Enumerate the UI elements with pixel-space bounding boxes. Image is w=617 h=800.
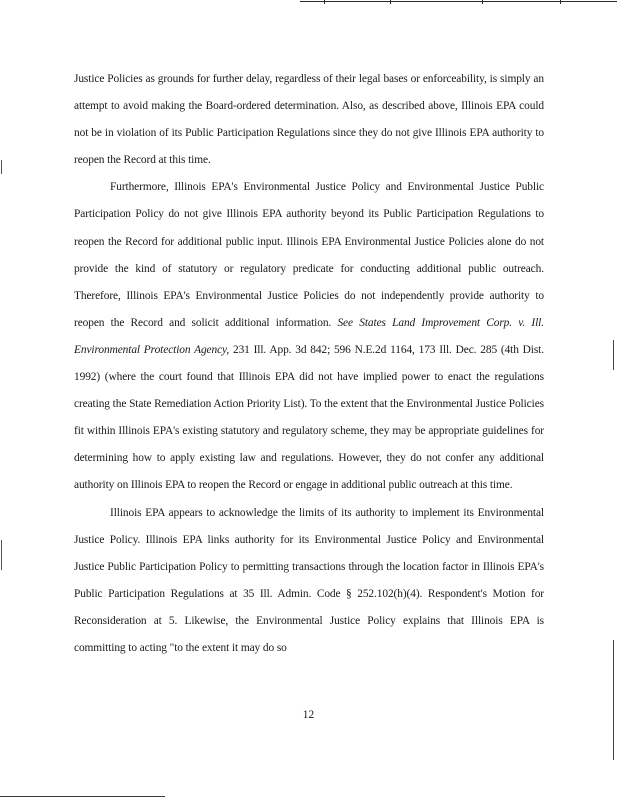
scan-top-tick	[324, 0, 325, 4]
scan-top-edge-line	[300, 1, 617, 2]
paragraph-text-before-citation: Furthermore, Illinois EPA's Environmental Justice Policy and Environmental Justice Public Participation Policy do not give Illinois EPA authority beyond its Public Participation Regulations to reopen the Record for additional public input. Illinois EPA Environmental Justice Policies alone do not provide the kind of statutory or regulatory predicate for conducting additional public outreach. Therefore, Illinois EPA's Environmental Justice Policies do not independently provide authority to reopen the Record and solicit additional information.	[74, 181, 544, 329]
page-number: 12	[302, 709, 315, 721]
scan-top-tick	[560, 0, 561, 4]
scan-left-edge-mark	[1, 160, 2, 174]
document-body	[74, 66, 544, 662]
paragraph-text-after-citation: 231 Ill. App. 3d 842; 596 N.E.2d 1164, 173 Ill. Dec. 285 (4th Dist. 1992) (where the court found that Illinois EPA did not have implied power to enact the regulations creating the State Remediation Action Priority List). To the extent that the Environmental Justice Policies fit within Illinois EPA's existing statutory and regulatory scheme, they may be appropriate guidelines for determining how to apply existing law and regulations. However, they do not confer any additional authority on Illinois EPA to reopen the Record or engage in additional public outreach at this time.	[74, 343, 544, 492]
scan-bottom-edge-line	[0, 796, 165, 797]
scan-right-edge-mark	[613, 340, 614, 370]
scan-right-edge-mark	[613, 640, 614, 760]
scan-top-tick	[390, 0, 391, 4]
scan-left-edge-mark	[1, 540, 2, 570]
scan-top-tick	[482, 0, 483, 4]
citation-signal: See	[337, 316, 353, 329]
paragraph-continued: Justice Policies as grounds for further delay, regardless of their legal bases or enforceability, is simply an attempt to avoid making the Board-ordered determination. Also, as described above, Illinois EPA could not be in violation of its Public Participation Regulations since they do not give Illinois EPA authority to reopen the Record at this time.	[74, 73, 544, 167]
citation-case-name: States Land Improvement Corp. v. Ill. Environmental Protection Agency,	[74, 316, 544, 356]
paragraph-acknowledge-limits: Illinois EPA appears to acknowledge the limits of its authority to implement its Environmental Justice Policy. Illinois EPA links authority for its Environmental Justice Policy and Environmental Justice Public Participation Policy to permitting transactions through the location factor in Illinois EPA's Public Participation Regulations at 35 Ill. Admin. Code § 252.102(h)(4). Respondent's Motion for Reconsideration at 5. Likewise, the Environmental Justice Policy explains that Illinois EPA is committing to acting "to the extent it may do so	[74, 506, 544, 654]
paragraph-environmental-justice-authority	[74, 174, 544, 499]
